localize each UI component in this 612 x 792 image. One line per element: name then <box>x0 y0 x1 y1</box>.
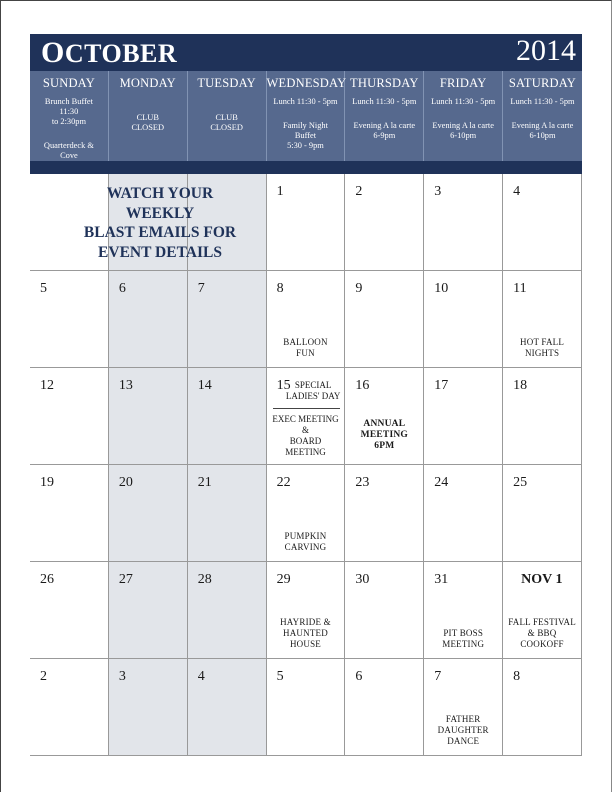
day-cell <box>30 562 109 659</box>
day-cell <box>503 562 582 659</box>
day-number: 14 <box>197 378 212 393</box>
weekday-name: TUESDAY <box>197 76 256 90</box>
weekday-evening-line: Evening A la carte <box>353 121 416 130</box>
day-event-line: HOUSE <box>289 639 321 649</box>
day-cell <box>267 271 346 368</box>
day-event-line: 6PM <box>374 441 395 451</box>
day-cell <box>424 368 503 465</box>
day-number: 20 <box>118 475 133 490</box>
day-event <box>269 531 343 553</box>
weekday-evening-line: Quarterdeck & <box>43 141 94 150</box>
day-number: 25 <box>513 475 528 490</box>
day-cell <box>503 368 582 465</box>
day-event <box>347 419 421 452</box>
weekday-hours <box>188 113 266 133</box>
exec-board-meeting <box>269 414 343 458</box>
day-cell <box>109 271 188 368</box>
day-cell <box>424 659 503 756</box>
day-number: 7 <box>434 669 442 684</box>
day-event-line: DANCE <box>447 736 480 746</box>
notice-line: BLAST EMAILS FOR <box>83 224 237 241</box>
day-cell <box>424 465 503 562</box>
day-event <box>269 337 343 359</box>
day-number: 19 <box>40 475 54 490</box>
day-number: 7 <box>197 281 205 296</box>
day-cell <box>188 271 267 368</box>
day-number: 2 <box>355 184 363 199</box>
day-event-line: FALL FESTIVAL <box>508 617 576 627</box>
weekday-hours-line: CLOSED <box>210 123 243 132</box>
weekday-header-wednesday <box>267 71 346 161</box>
blast-email-notice <box>30 184 290 262</box>
day-number: 6 <box>355 669 363 684</box>
day-event-line: HAUNTED <box>283 628 328 638</box>
weekday-evening-line: Cove <box>60 151 78 160</box>
weekday-evening-hours <box>503 121 582 141</box>
day-number: 26 <box>40 572 54 587</box>
weekday-hours-line: Lunch 11:30 - 5pm <box>510 97 575 106</box>
weekday-hours <box>109 113 187 133</box>
exec-line: EXEC MEETING <box>272 414 339 424</box>
weekday-evening-hours <box>345 121 423 141</box>
day-number: 29 <box>276 572 291 587</box>
day-number: 21 <box>197 475 212 490</box>
weekday-hours-line: CLUB <box>136 113 159 122</box>
day-cell <box>345 271 424 368</box>
day-cell <box>267 659 346 756</box>
day-event-line: & BBQ <box>527 628 557 638</box>
weekday-name: THURSDAY <box>350 76 419 90</box>
calendar-title-bar <box>30 34 582 71</box>
day-cell <box>345 562 424 659</box>
day-number: 15 <box>276 378 291 393</box>
day-cell <box>267 465 346 562</box>
day-number: 8 <box>513 669 521 684</box>
day-cell <box>109 562 188 659</box>
weekday-hours-line: Brunch Buffet <box>44 97 93 106</box>
day-number: NOV 1 <box>521 572 563 587</box>
weekday-hours-line: CLUB <box>215 113 238 122</box>
weekday-hours-line: Lunch 11:30 - 5pm <box>431 97 496 106</box>
day-cell <box>109 368 188 465</box>
weekday-evening-line: 6-9pm <box>373 131 396 140</box>
day-event <box>505 337 579 359</box>
day-event-line: FATHER <box>445 714 481 724</box>
day-number: 1 <box>276 184 284 199</box>
day-number: 3 <box>118 669 126 684</box>
day-cell <box>109 659 188 756</box>
notice-line: EVENT DETAILS <box>98 243 222 261</box>
weekday-hours <box>424 97 502 107</box>
day-number: 6 <box>118 281 126 296</box>
day-cell <box>345 465 424 562</box>
day-event-line: PIT BOSS <box>443 628 484 638</box>
day-number: 9 <box>355 281 363 296</box>
day-cell <box>30 271 109 368</box>
weekday-header-tuesday <box>188 71 267 161</box>
day-cell <box>109 465 188 562</box>
weekday-evening-hours <box>424 121 502 141</box>
day-cell <box>503 174 582 271</box>
day-number: 24 <box>434 475 449 490</box>
day-number: 12 <box>40 378 54 393</box>
weekday-evening-line: Buffet <box>294 131 317 140</box>
day-event-line: HOT FALL <box>520 337 565 347</box>
exec-line: & <box>301 425 309 435</box>
weekday-hours-line: Lunch 11:30 - 5pm <box>352 97 417 106</box>
month-rest: CTOBER <box>64 39 178 68</box>
day-cell <box>30 659 109 756</box>
day-cell <box>267 562 346 659</box>
day-event-line: BALLOON <box>283 337 328 347</box>
day-event-line: CARVING <box>284 542 327 552</box>
day-event-line: COOKOFF <box>520 639 564 649</box>
year-title: 2014 <box>516 34 576 67</box>
weekday-header-saturday <box>503 71 582 161</box>
day-cell <box>424 562 503 659</box>
special-line: LADIES' DAY <box>285 391 341 401</box>
day-number: 5 <box>40 281 47 296</box>
day-number: 23 <box>355 475 370 490</box>
weekday-hours <box>267 97 345 107</box>
day-cell <box>345 368 424 465</box>
day-number: 28 <box>197 572 212 587</box>
day-number: 27 <box>118 572 133 587</box>
day-cell <box>188 562 267 659</box>
weekday-header-friday <box>424 71 503 161</box>
notice-line: WEEKLY <box>125 204 195 222</box>
notice-line: WATCH YOUR <box>106 185 214 202</box>
weekday-hours <box>345 97 423 107</box>
day-event-line: MEETING <box>442 639 485 649</box>
weekday-hours <box>503 97 582 107</box>
day-event-line: FUN <box>296 348 315 358</box>
day-event <box>269 617 343 650</box>
exec-line: BOARD <box>289 436 322 446</box>
day-number: 16 <box>355 378 370 393</box>
weekday-evening-line: Evening A la carte <box>432 121 494 130</box>
event-divider <box>273 408 341 409</box>
weekday-header-row <box>30 71 582 161</box>
weekday-name: FRIDAY <box>439 76 487 90</box>
weekday-name: WEDNESDAY <box>266 76 347 90</box>
day-number: 2 <box>40 669 47 684</box>
day-number: 4 <box>197 669 205 684</box>
weekday-hours-line: Lunch 11:30 - 5pm <box>273 97 338 106</box>
day-number: 3 <box>434 184 442 199</box>
day-event-line: NIGHTS <box>524 348 560 358</box>
day-number: 4 <box>513 184 521 199</box>
day-cell <box>424 271 503 368</box>
month-title <box>41 36 177 70</box>
day-cell <box>345 174 424 271</box>
day-number: 17 <box>434 378 449 393</box>
day-cell <box>188 659 267 756</box>
weekday-evening-line: Family Night <box>283 121 328 130</box>
weekday-header-thursday <box>345 71 424 161</box>
weekday-evening-line: 6-10pm <box>450 131 477 140</box>
weekday-evening-line: Evening A la carte <box>511 121 574 130</box>
day-number: 18 <box>513 378 528 393</box>
month-initial: O <box>41 36 65 69</box>
day-cell <box>188 465 267 562</box>
day-event-line: DAUGHTER <box>437 725 489 735</box>
weekday-hours-line: to 2:30pm <box>51 117 87 126</box>
day-number: 11 <box>513 281 527 296</box>
special-line: SPECIAL <box>294 380 332 390</box>
day-event-line: ANNUAL <box>363 419 406 429</box>
weekday-name: SUNDAY <box>42 76 95 90</box>
day-number: 8 <box>276 281 284 296</box>
day-number: 13 <box>118 378 133 393</box>
day-number: 10 <box>434 281 449 296</box>
day-cell <box>30 368 109 465</box>
weekday-hours-line: CLOSED <box>131 123 165 132</box>
weekday-header-monday <box>109 71 188 161</box>
weekday-hours-line: 11:30 <box>59 107 79 116</box>
day-number: 22 <box>276 475 291 490</box>
weekday-evening-hours <box>267 121 345 151</box>
day-event-line: HAYRIDE & <box>280 617 331 627</box>
day-event-line: MEETING <box>360 430 408 440</box>
day-event <box>505 617 579 650</box>
weekday-evening-line: 5:30 - 9pm <box>287 141 324 150</box>
header-separator-bar <box>30 161 582 174</box>
day-cell <box>188 368 267 465</box>
day-number: 5 <box>276 669 284 684</box>
weekday-hours <box>30 97 108 127</box>
weekday-name: SATURDAY <box>508 76 577 90</box>
exec-line: MEETING <box>285 447 326 457</box>
day-cell <box>267 368 346 465</box>
day-event-line: PUMPKIN <box>284 531 327 541</box>
weekday-name: MONDAY <box>119 76 176 90</box>
day-cell <box>503 659 582 756</box>
special-ladies-day <box>286 380 341 402</box>
day-number: 31 <box>434 572 449 587</box>
day-cell <box>503 271 582 368</box>
day-event <box>426 628 500 650</box>
day-cell <box>345 659 424 756</box>
day-cell <box>424 174 503 271</box>
day-cell <box>30 465 109 562</box>
weekday-evening-line: 6-10pm <box>529 131 556 140</box>
day-number: 30 <box>355 572 370 587</box>
day-event <box>426 714 500 747</box>
day-cell <box>503 465 582 562</box>
weekday-header-sunday <box>30 71 109 161</box>
